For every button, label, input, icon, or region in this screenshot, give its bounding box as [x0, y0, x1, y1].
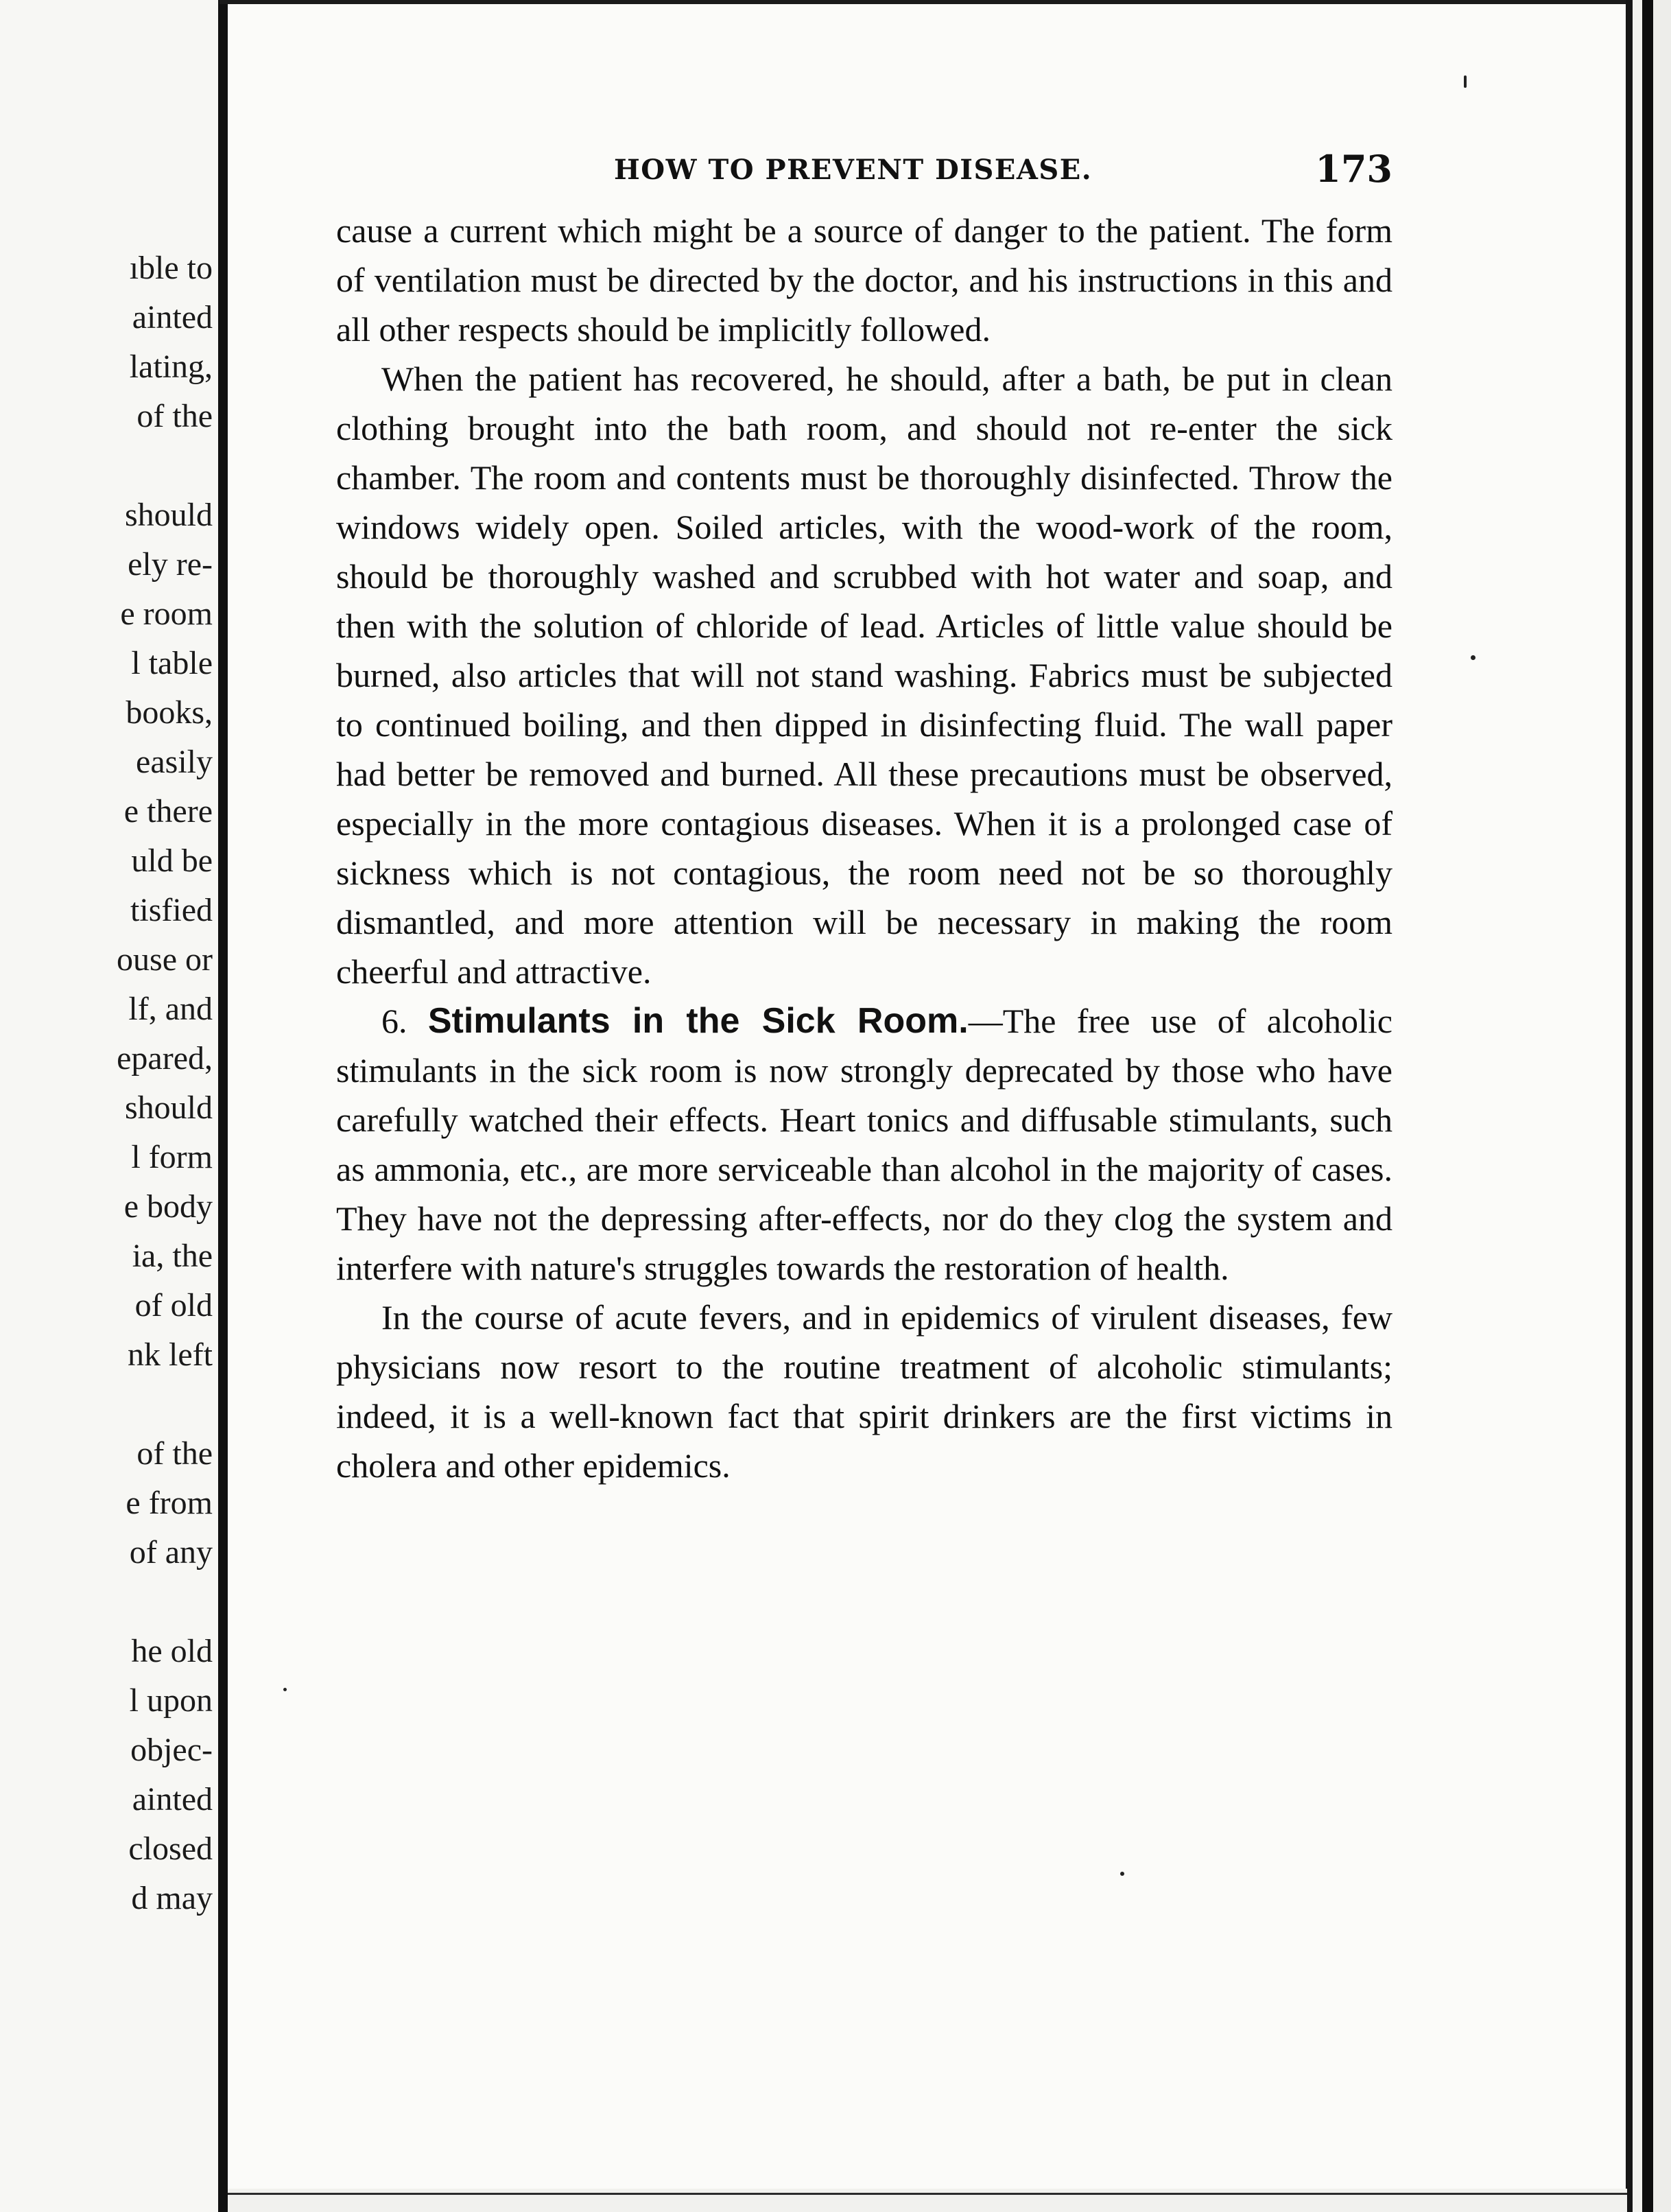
facing-page-line: lf, and	[128, 991, 213, 1027]
page-gutter	[218, 0, 228, 2212]
facing-page-line: d may	[131, 1880, 213, 1916]
paragraph-ventilation: cause a current which might be a source of danger to the patient. The form of ventilation must be directed by the doctor, and his instructions in this and all other respects should be implicitly followed.	[336, 211, 1392, 349]
section-body: —The free use of alcoholic stimulants in the sick room is now strongly deprecated by those who have carefully watched their effects. Heart tonics and diffusable stimulants, such as ammonia, etc., are more serviceable than alcohol in the majority of cases. They have not the depressing after-effects, nor do they clog the system and interfere with nature's struggles towards the restoration of health.	[336, 1002, 1392, 1287]
facing-page-line: should	[124, 497, 213, 533]
facing-page-line: epared,	[117, 1040, 213, 1076]
book-page	[336, 147, 1392, 1490]
facing-page-line: nk left	[128, 1337, 213, 1373]
page-right-edge-outer	[1642, 0, 1653, 2212]
facing-page-line: ainted	[132, 299, 213, 336]
facing-page-line: objec-	[130, 1732, 213, 1768]
facing-page-line: of the	[137, 398, 213, 434]
facing-page-line: easily	[136, 744, 213, 780]
facing-page-line: of the	[137, 1435, 213, 1472]
section-number: 6.	[381, 1002, 407, 1040]
running-head	[336, 147, 1392, 206]
page-top-edge	[220, 0, 1639, 4]
facing-page-line: e room	[120, 596, 213, 632]
ink-speck	[283, 1688, 287, 1691]
facing-page-line: l form	[131, 1139, 213, 1175]
ink-speck	[1471, 655, 1476, 660]
page-number: 173	[1315, 147, 1392, 191]
paragraph-recovery: When the patient has recovered, he should, after a bath, be put in clean clothing brought into the bath room, and should not re-enter the sick chamber. The room and contents must be thoroughly disinfected. Throw the windows widely open. Soiled articles, with the wood-work of the room, should be thoroughly washed and scrubbed with hot water and soap, and then with the solution of chloride of lead. Articles of little value should be burned, also articles that will not stand washing. Fabrics must be subjected to continued boiling, and then dipped in disinfecting fluid. The wall paper had better be removed and burned. All these precautions must be observed, especially in the more contagious diseases. When it is a prolonged case of sickness which is not contagious, the room need not be so thoroughly dismantled, and more attention will be necessary in making the room cheerful and attractive.	[336, 360, 1392, 991]
facing-page-line: of old	[134, 1287, 213, 1323]
facing-page-line: ia, the	[132, 1238, 213, 1274]
facing-page-line: closed	[128, 1831, 213, 1867]
running-title: HOW TO PREVENT DISEASE.	[614, 154, 1093, 186]
facing-page-line: l table	[131, 645, 213, 681]
scan-margin	[1653, 0, 1671, 2212]
facing-page-line: l upon	[129, 1682, 213, 1719]
paragraph-fevers: In the course of acute fevers, and in epidemics of virulent diseases, few physicians now resort to the routine treatment of alcoholic stimulants; indeed, it is a well-known fact that spirit drinkers are the first victims in cholera and other epidemics.	[336, 1298, 1392, 1485]
facing-page-line: ely re-	[128, 546, 213, 583]
facing-page-line: ouse or	[117, 941, 213, 978]
facing-page-line: lating,	[129, 349, 213, 385]
facing-page-line: uld be	[131, 843, 213, 879]
ink-speck	[1464, 75, 1467, 88]
ink-speck	[1120, 1872, 1124, 1876]
facing-page-line: of any	[129, 1534, 213, 1570]
facing-page-line: should	[124, 1090, 213, 1126]
facing-page-line: e from	[126, 1485, 213, 1521]
facing-page-line: he old	[131, 1633, 213, 1669]
paragraph-stimulants	[336, 996, 1392, 1293]
page-right-strip	[1633, 0, 1642, 2212]
page-right-edge	[1626, 0, 1633, 2212]
facing-page-line: e body	[123, 1188, 213, 1225]
facing-page-line: tisfied	[130, 892, 213, 928]
facing-page-line: ıble to	[129, 250, 213, 286]
facing-page-line: books,	[126, 694, 213, 731]
body-text	[336, 206, 1392, 1490]
facing-page-line: ainted	[132, 1781, 213, 1817]
section-heading: Stimulants in the Sick Room.	[427, 1001, 969, 1041]
facing-page-line: e there	[123, 793, 213, 830]
page-bottom-rule	[228, 2193, 1627, 2195]
facing-page-fragment	[0, 0, 220, 2212]
